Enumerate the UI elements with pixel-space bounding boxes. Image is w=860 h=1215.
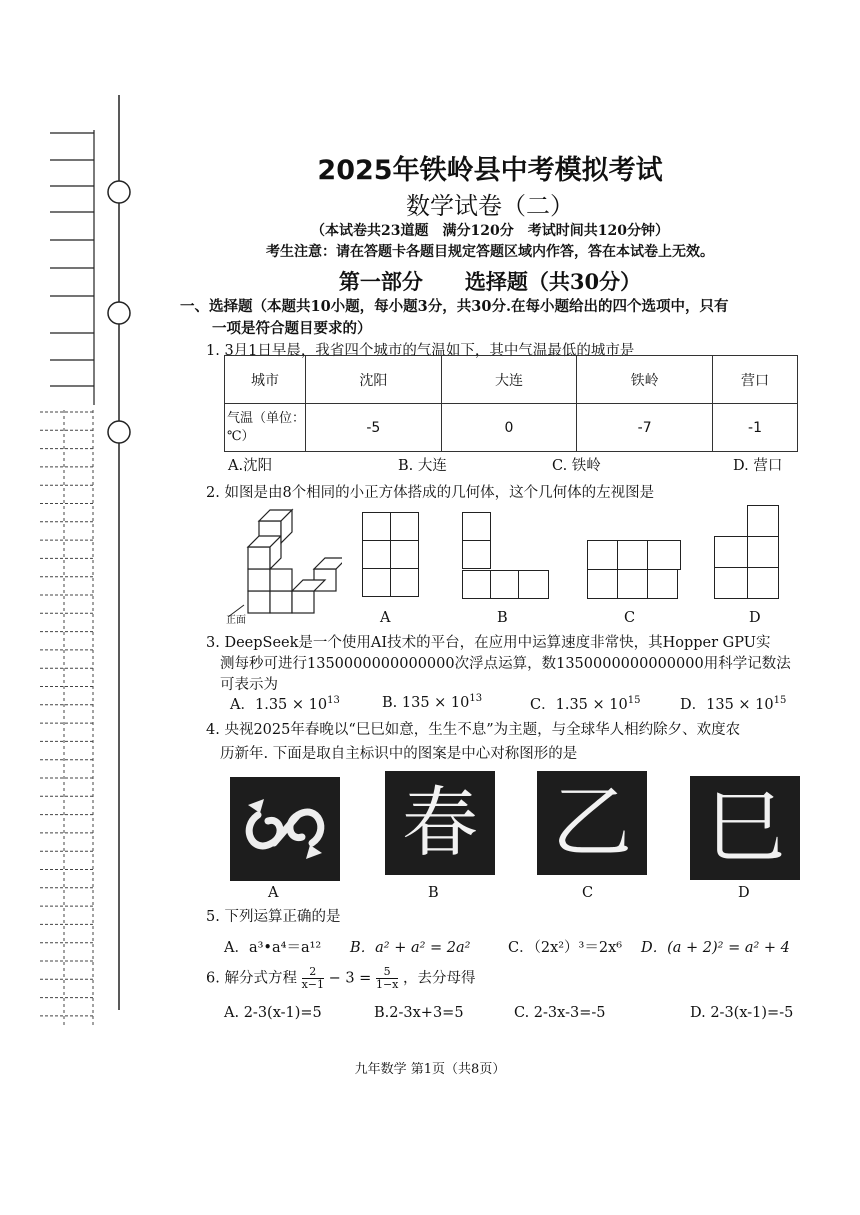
view-square xyxy=(587,569,618,599)
q4-line2: 历新年. 下面是取自主标识中的图案是中心对称图形的是 xyxy=(220,746,578,762)
q3-option-b: B. $135 \times 10^{13}$ xyxy=(382,693,483,711)
part-title: 第一部分 选择题（共30分） xyxy=(338,269,642,294)
table-header-cell: 营口 xyxy=(713,356,798,404)
view-square xyxy=(462,570,491,599)
view-square xyxy=(747,505,779,537)
view-square xyxy=(362,512,391,541)
q3-option-c: C．$1.35 \times 10^{15}$ xyxy=(530,695,641,713)
view-square xyxy=(647,540,681,570)
emblem-d: 巳 xyxy=(690,776,800,880)
table-cell: -5 xyxy=(306,404,442,452)
emblem-b: 春 xyxy=(385,771,495,875)
q6-option-b: B.2-3x+3=5 xyxy=(374,1005,464,1021)
cube-solid-figure xyxy=(222,505,342,625)
q3-line1: 3. DeepSeek是一个使用AI技术的平台，在应用中运算速度非常快，其Hopper GPU实 xyxy=(206,635,771,651)
view-square xyxy=(617,569,648,599)
q3-line2: 测每秒可进行1350000000000000次浮点运算，数1350000000000000用科学记数法 xyxy=(220,656,791,672)
table-header-cell: 大连 xyxy=(441,356,577,404)
q6-stem: 6. 解分式方程 $\frac{2}{x-1}$ − 3 = $\frac{5}{1-x}$ ，去分母得 xyxy=(206,965,476,991)
front-label: 正面 xyxy=(226,615,246,626)
view-square xyxy=(714,536,748,568)
table-header-cell: 沈阳 xyxy=(306,356,442,404)
view-square xyxy=(714,567,748,599)
exam-subtitle: 数学试卷（二） xyxy=(406,192,574,220)
q2-stem: 2. 如图是由8个相同的小正方体搭成的几何体，这个几何体的左视图是 xyxy=(206,485,655,501)
q4-option-a-label: A xyxy=(268,885,279,901)
view-square xyxy=(490,570,519,599)
exam-title: 2025年铁岭县中考模拟考试 xyxy=(317,155,663,186)
q1-option-a: A.沈阳 xyxy=(228,458,273,474)
q3-option-a: A．$1.35 \times 10^{13}$ xyxy=(230,695,340,713)
q2-option-c-label: C xyxy=(624,610,636,626)
q1-option-b: B. 大连 xyxy=(398,458,447,474)
view-square xyxy=(462,540,491,569)
view-square xyxy=(587,540,618,570)
exam-notice: 考生注意：请在答题卡各题目规定答题区域内作答，答在本试卷上无效。 xyxy=(266,244,714,260)
view-square xyxy=(647,569,678,599)
q2-option-d-label: D xyxy=(749,610,761,626)
q5-option-a: A．a³•a⁴＝a¹² xyxy=(224,940,322,956)
table-header-cell: 铁岭 xyxy=(577,356,713,404)
table-cell: -1 xyxy=(713,404,798,452)
q1-option-c: C. 铁岭 xyxy=(552,458,601,474)
exam-info: （本试卷共23道题 满分120分 考试时间共120分钟） xyxy=(311,223,669,239)
q4-option-c-label: C xyxy=(582,885,594,901)
fraction: $\frac{5}{1-x}$ xyxy=(375,965,399,991)
fraction: $\frac{2}{x-1}$ xyxy=(301,965,324,991)
q1-stem: 1. 3月1日早晨，我省四个城市的气温如下，其中气温最低的城市是 xyxy=(206,343,635,359)
q5-option-d: D．(a + 2)² = a² + 4 xyxy=(641,940,790,956)
table-cell: -7 xyxy=(577,404,713,452)
q3-option-d: D．$135 \times 10^{15}$ xyxy=(680,695,787,713)
q4-option-d-label: D xyxy=(738,885,750,901)
page-footer: 九年数学 第1页（共8页） xyxy=(354,1062,506,1077)
q6-option-c: C. 2-3x-3=-5 xyxy=(514,1005,606,1021)
temperature-table xyxy=(224,355,798,452)
q5-stem: 5. 下列运算正确的是 xyxy=(206,909,341,925)
view-square xyxy=(518,570,549,599)
table-row-label: 气温（单位：℃） xyxy=(225,404,306,452)
q3-line3: 可表示为 xyxy=(220,677,278,693)
view-square xyxy=(747,536,779,568)
q2-option-b-label: B xyxy=(497,610,508,626)
q6-option-d: D. 2-3(x-1)=-5 xyxy=(690,1005,794,1021)
q1-option-d: D. 营口 xyxy=(733,458,783,474)
q4-option-b-label: B xyxy=(428,885,439,901)
table-cell: 0 xyxy=(441,404,577,452)
section-heading-cont: 一项是符合题目要求的） xyxy=(212,320,372,337)
q5-option-b: B．a² + a² = 2a² xyxy=(350,940,471,956)
view-square xyxy=(390,512,419,541)
emblem-a xyxy=(230,777,340,881)
view-square xyxy=(617,540,648,570)
section-heading: 一、选择题（本题共10小题，每小题3分，共30分.在每小题给出的四个选项中，只有 xyxy=(180,298,729,315)
view-square xyxy=(362,540,391,569)
view-square xyxy=(362,568,391,597)
view-square xyxy=(747,567,779,599)
table-header-cell: 城市 xyxy=(225,356,306,404)
q4-line1: 4. 央视2025年春晚以“巳巳如意，生生不息”为主题，与全球华人相约除夕、欢度农 xyxy=(206,722,741,738)
q2-option-a-label: A xyxy=(380,610,391,626)
emblem-c: 乙 xyxy=(537,771,647,875)
view-square xyxy=(462,512,491,541)
view-square xyxy=(390,568,419,597)
view-square xyxy=(390,540,419,569)
q5-option-c: C．（2x²）³＝2x⁶ xyxy=(508,940,623,956)
q6-option-a: A. 2-3(x-1)=5 xyxy=(224,1005,322,1021)
